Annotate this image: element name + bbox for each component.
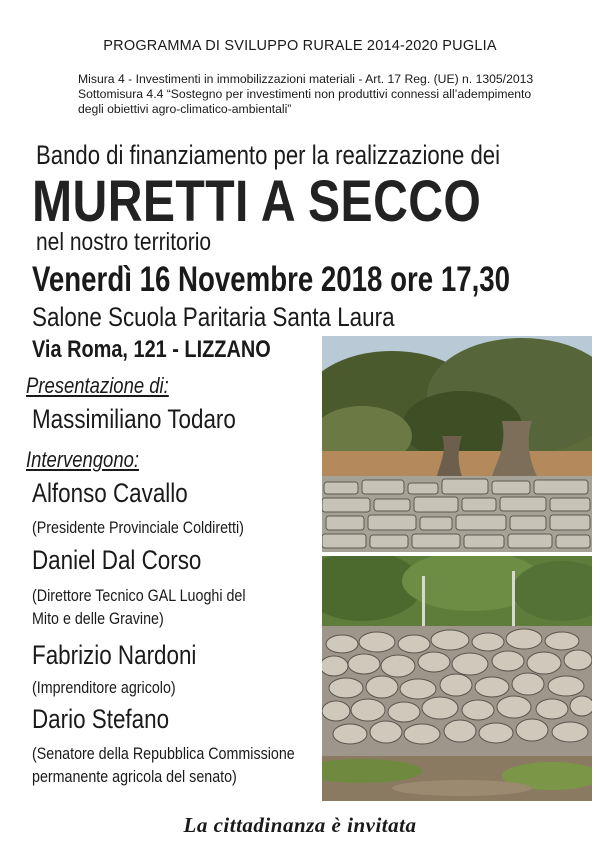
event-venue: Salone Scuola Paritaria Santa Laura: [32, 302, 395, 332]
speaker-name: Dario Stefano: [32, 704, 170, 734]
speaker-name: Fabrizio Nardoni: [32, 640, 197, 670]
photo-olive-trees-stone-wall: [322, 336, 592, 552]
event-address: Via Roma, 121 - LIZZANO: [32, 336, 271, 363]
speaker-role: (Direttore Tecnico GAL Luoghi del: [32, 586, 246, 605]
speaker-role: (Senatore della Repubblica Commissione: [32, 744, 295, 763]
measure-description: [78, 72, 578, 117]
measure-line-2: Sottomisura 4.4 “Sostegno per investimenti non produttivi connessi all’adempimento: [78, 87, 532, 101]
speaker-role: (Imprenditore agricolo): [32, 678, 176, 697]
speaker-role: permanente agricola del senato): [32, 767, 237, 786]
headline-title: MURETTI A SECCO: [32, 169, 482, 234]
measure-line-1: Misura 4 - Investimenti in immobilizzazioni materiali - Art. 17 Reg. (UE) n. 1305/2013: [78, 72, 534, 86]
measure-line-3: degli obiettivi agro-climatico-ambientali”: [78, 102, 292, 116]
speaker-role: Mito e delle Gravine): [32, 609, 164, 628]
presenter-name: Massimiliano Todaro: [32, 404, 236, 434]
event-datetime: Venerdì 16 Novembre 2018 ore 17,30: [32, 260, 511, 299]
presentation-label: Presentazione di:: [26, 373, 169, 398]
speaker-name: Daniel Dal Corso: [32, 545, 202, 575]
speaker-role: (Presidente Provinciale Coldiretti): [32, 518, 244, 537]
headline-subtitle: nel nostro territorio: [36, 228, 212, 256]
speakers-label: Intervengono:: [26, 447, 140, 472]
headline-intro: Bando di finanziamento per la realizzazione dei: [36, 140, 501, 170]
program-title: PROGRAMMA DI SVILUPPO RURALE 2014-2020 PUGLIA: [103, 38, 497, 54]
photo-terraced-stone-wall: [322, 556, 592, 801]
invitation-text: La cittadinanza è invitata: [183, 813, 417, 837]
speaker-name: Alfonso Cavallo: [32, 478, 188, 508]
